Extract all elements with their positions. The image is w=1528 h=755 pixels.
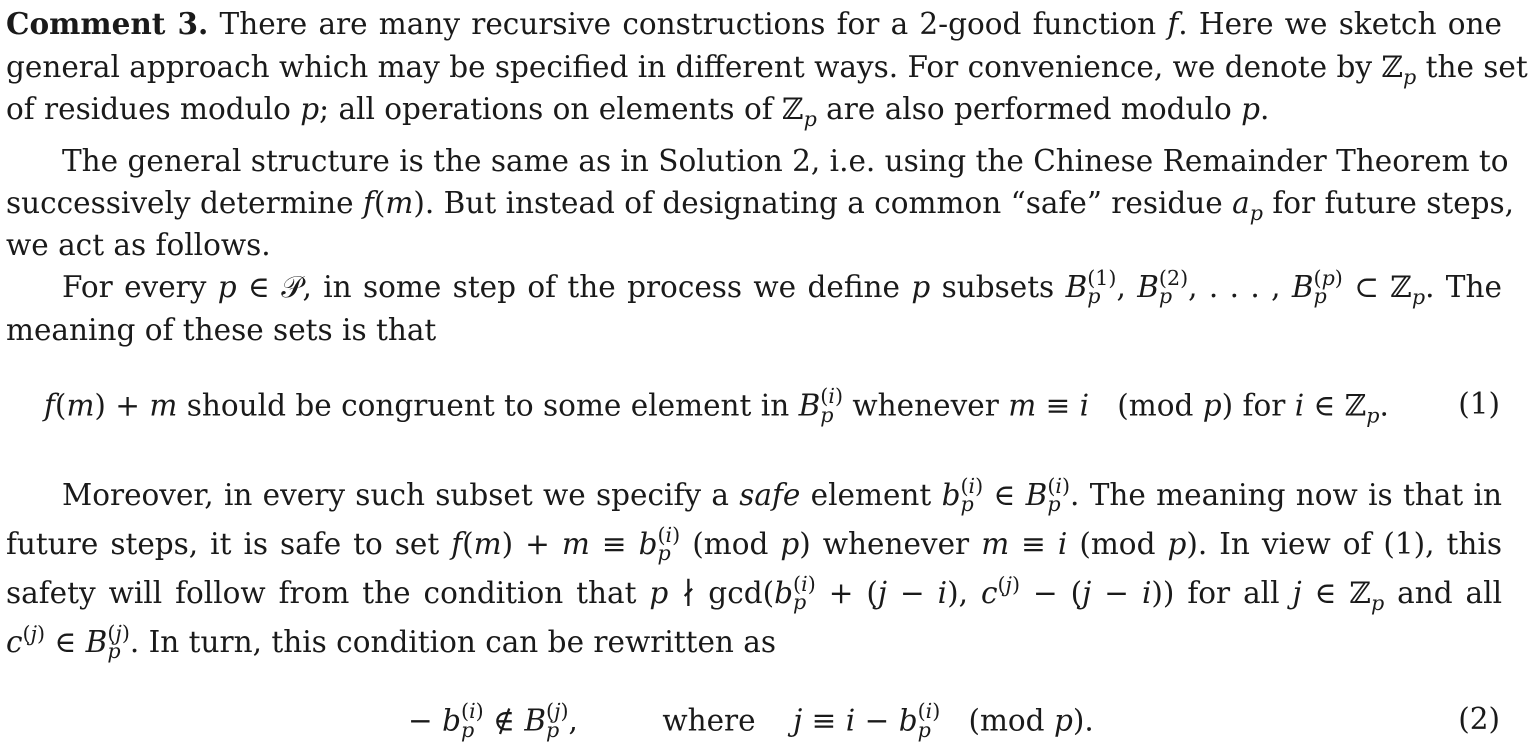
p4-line-3: safety will follow from the condition that p ∤ gcd(b (i) p + (j − i), $c^{(j)} - (j - i)$) for all j ∈ ℤ$_p$ and all (6, 571, 1503, 616)
p3-line-1: For every p ∈ 𝒫, in some step of the process we define p subsets B (1) p , B (2) p , . . . , B (p) p ⊂ ℤ$_p$. The (62, 265, 1502, 310)
comment-label: Comment 3. (6, 6, 209, 41)
p1-line-2: general approach which may be specified in different ways. For convenience, we denote by ℤ$_p$ the set (6, 50, 1528, 90)
p4-line-2: future steps, it is safe to set f(m) + m ≡ b (i) p (mod p) whenever m ≡ i (mod p). In view of (1), this (6, 522, 1502, 566)
p4-line-1: Moreover, in every such subset we specify a safe element b (i) p ∈ B (i) p . The meaning now is that in (62, 473, 1502, 517)
equation-1-number: (1) (1458, 387, 1500, 421)
p1-line-1: Comment 3. There are many recursive constructions for a 2-good function f. Here we sketch one (6, 6, 1502, 41)
equation-2-number: (2) (1458, 702, 1500, 736)
equation-1: f(m) + m should be congruent to some element in B (i) p whenever m ≡ i (mod p) for i ∈ ℤ$_p$. (44, 384, 1389, 428)
p2-line-1: The general structure is the same as in Solution 2, i.e. using the Chinese Remainder Theorem to (62, 144, 1509, 178)
p4-line-4: $c^{(j)}$ ∈ B (j) p . In turn, this condition can be rewritten as (6, 620, 777, 664)
p3-line-2: meaning of these sets is that (6, 313, 437, 347)
p1-line-3: of residues modulo p; all operations on elements of ℤ$_p$ are also performed modulo p. (6, 92, 1270, 132)
p2-line-2: successively determine f(m). But instead of designating a common “safe” residue $a_p$ for future steps, (6, 186, 1515, 226)
p2-line-3: we act as follows. (6, 228, 271, 262)
equation-2: − b (i) p ∉ B (j) p , where j ≡ i − b (i) p (mod p). (408, 699, 1094, 742)
